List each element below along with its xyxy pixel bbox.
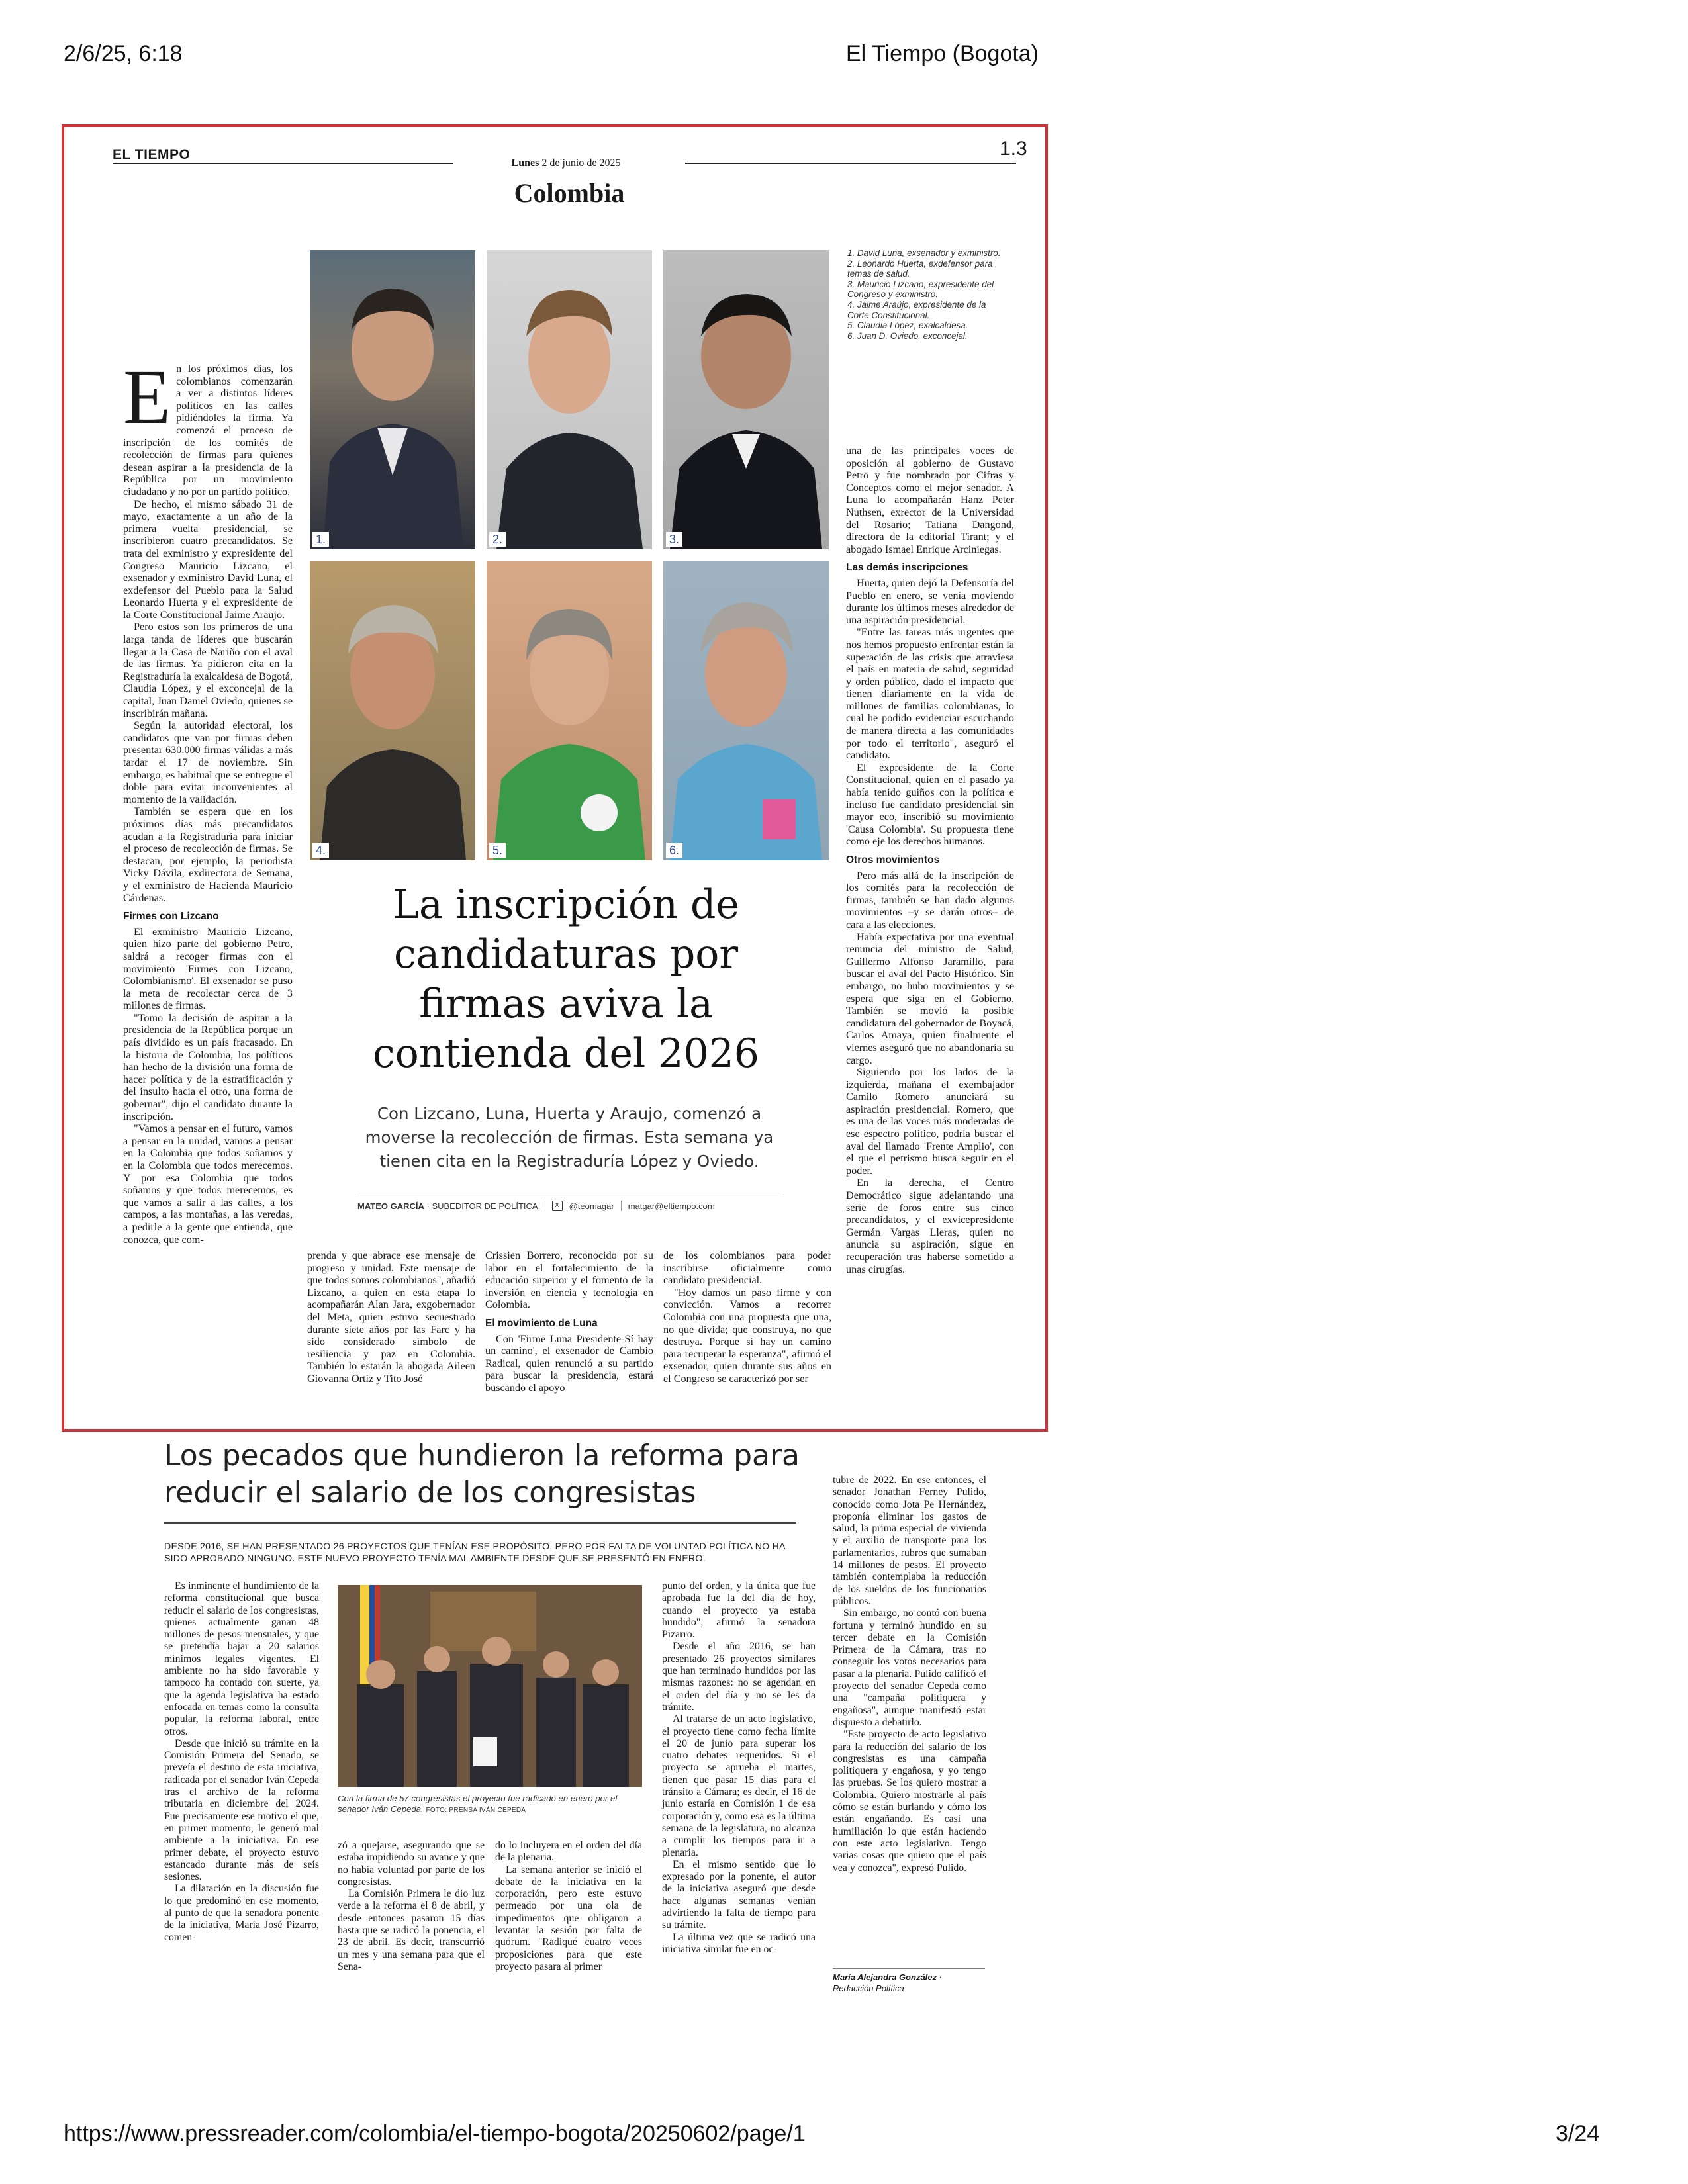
print-page-count: 3/24 bbox=[1556, 2121, 1600, 2146]
photo-label-5: 5. bbox=[489, 843, 506, 858]
subheading-movimiento-luna: El movimiento de Luna bbox=[485, 1317, 598, 1329]
paragraph: punto del orden, y la única que fue aprobada fue la del día de hoy, cuando el proyecto ya estaba hundido", afirmó la senadora Pizarro. bbox=[662, 1580, 816, 1641]
paragraph: una de las principales voces de oposición al gobierno de Gustavo Petro y fue nombrado por Cifras y Conceptos como el mejor senador. A Luna lo acompañarán Hanz Peter Nuthsen, exrector de la Universidad del Rosario; Tatiana Dangond, directora de la editorial Tirant; y el abogado Ismael Enrique Arciniegas. bbox=[846, 445, 1014, 555]
photo-caption-3: 3. Mauricio Lizcano, expresidente del Congreso y exministro. bbox=[847, 279, 994, 300]
paragraph: Pero más allá de la inscripción de los comités para la recolección de firmas, también se han dado algunos movimientos –y se darán otros– de cara a las elecciones. bbox=[846, 869, 1014, 931]
photo-credit: FOTO: PRENSA IVÁN CEPEDA bbox=[426, 1807, 526, 1814]
article2-headline: Los pecados que hundieron la reforma para reducir el salario de los congresistas bbox=[164, 1439, 800, 1510]
paragraph: "Vamos a pensar en el futuro, vamos a pensar en la unidad, vamos a pensar en la Colombia que todos soñamos y en la Colombia que todos merecemos. Y por esa Colombia que todos soñamos y que todos merecemos, es que vamos a salir a las calles, a los campos, a las montañas, a las veredas, a pedirle a la gente que entienda, que conozca, que com- bbox=[123, 1122, 293, 1246]
photo-caption-5: 5. Claudia López, exalcaldesa. bbox=[847, 320, 968, 331]
paragraph: Según la autoridad electoral, los candidatos que van por firmas deben presentar 630.000 firmas válidas a más tardar el 17 de noviembre. Sin embargo, es habitual que se entregue el doble para evitar inconvenientes al momento de la validación. bbox=[123, 719, 293, 805]
article1-byline bbox=[357, 1195, 781, 1211]
photo-david-luna bbox=[310, 250, 475, 549]
group-photo-illustration bbox=[338, 1585, 642, 1787]
print-url[interactable]: https://www.pressreader.com/colombia/el-tiempo-bogota/20250602/page/1 bbox=[64, 2121, 806, 2146]
photo-jaime-araujo bbox=[310, 561, 475, 860]
paragraph: "Tomo la decisión de aspirar a la presidencia de la República porque un país dividido es un país fracasado. En la historia de Colombia, los políticos han hecho de la división una forma de hacer política y de la estratificación y del insulto hacia el otro, una forma de gobernar", dijo el candidato durante la inscripción. bbox=[123, 1011, 293, 1122]
article2-column-4 bbox=[662, 1580, 816, 1956]
signature-name: María Alejandra González · bbox=[833, 1972, 942, 1982]
portrait-illustration bbox=[663, 250, 829, 549]
article2-kicker: DESDE 2016, SE HAN PRESENTADO 26 PROYECTOS QUE TENÍAN ESE PROPÓSITO, PERO POR FALTA DE VOLUNTAD POLÍTICA NO HA SIDO APROBADO NINGUNO. ESTE NUEVO PROYECTO TENÍA MAL AMBIENTE DESDE QUE SE PRESENTÓ EN ENERO. bbox=[164, 1541, 785, 1564]
byline-author: MATEO GARCÍA bbox=[357, 1201, 424, 1211]
portrait-illustration bbox=[310, 561, 475, 860]
section-title: Colombia bbox=[514, 178, 625, 208]
photo-label-2: 2. bbox=[489, 532, 506, 547]
subheading-firmes-con-lizcano: Firmes con Lizcano bbox=[123, 911, 219, 923]
article1-dek: Con Lizcano, Luna, Huerta y Araujo, comenzó a moverse la recolección de firmas. Esta semana ya tienen cita en la Registraduría López y Oviedo. bbox=[365, 1104, 774, 1171]
photo-caption-2: 2. Leonardo Huerta, exdefensor para temas de salud. bbox=[847, 258, 993, 279]
paragraph: También se espera que en los próximos días más precandidatos acudan a la Registraduría para iniciar el proceso de recolección de firmas. Se destacan, por ejemplo, la periodista Vicky Dávila, exdirectora de Semana, y el exministro de Hacienda Mauricio Cárdenas. bbox=[123, 805, 293, 904]
article2-column-1 bbox=[164, 1580, 319, 1944]
photo-label-3: 3. bbox=[666, 532, 682, 547]
byline-role: · SUBEDITOR DE POLÍTICA bbox=[426, 1201, 538, 1211]
portrait-illustration bbox=[487, 561, 652, 860]
paragraph: tubre de 2022. En ese entonces, el senador Jonathan Ferney Pulido, conocido como Jota Pe Hernández, proponía eliminar los gastos de salud, la prima especial de vivienda y el auxilio de transporte para los parlamentarios, rubros que sumaban 14 millones de pesos. El proyecto también contemplaba la reducción de los sueldos de los funcionarios públicos. bbox=[833, 1475, 986, 1607]
byline-divider bbox=[621, 1201, 622, 1211]
date-line: Lunes 2 de junio de 2025 bbox=[511, 158, 621, 169]
paragraph: zó a quejarse, asegurando que se estaba impidiendo su avance y que no había voluntad por parte de los congresistas. bbox=[338, 1840, 485, 1888]
article2-column-5 bbox=[833, 1475, 986, 1874]
paragraph: Desde el año 2016, se han presentado 26 proyectos similares que han terminado hundidos por las mismas razones: no se agendan en el orden del día y no se les da trámite. bbox=[662, 1641, 816, 1713]
byline-handle: @teomagar bbox=[569, 1201, 614, 1211]
paragraph: La Comisión Primera le dio luz verde a la reforma el 8 de abril, y desde entonces pasaron 15 días hasta que se radicó la ponencia, el 23 de abril. Es decir, transcurrió un mes y una semana para que el Sena- bbox=[338, 1888, 485, 1972]
article1-headline: La inscripción de candidaturas por firmas aviva la contienda del 2026 bbox=[373, 882, 759, 1077]
article1-column-2 bbox=[307, 1250, 475, 1385]
paragraph: Crissien Borrero, reconocido por su labor en el fortalecimiento de la educación superior y el fomento de la inversión en ciencia y tecnología en Colombia. bbox=[485, 1250, 653, 1311]
paragraph: de los colombianos para poder inscribirse oficialmente como candidato presidencial. bbox=[663, 1250, 831, 1287]
byline-email[interactable]: matgar@eltiempo.com bbox=[628, 1201, 715, 1211]
portrait-illustration bbox=[310, 250, 475, 549]
paragraph: Había expectativa por una eventual renuncia del ministro de Salud, Guillermo Alfonso Jaramillo, para buscar el aval del Pacto Histórico. Sin embargo, no hubo movimientos y se espera que siga en el Gobierno. También se movió la posible candidatura del gobernador de Boyacá, Carlos Amaya, quien finalmente el viernes aseguró que no abandonaría su cargo. bbox=[846, 931, 1014, 1066]
article2-photo-caption: Con la firma de 57 congresistas el proyecto fue radicado en enero por el senador Iván Cepeda. FOTO: PRENSA IVÁN CEPEDA bbox=[338, 1794, 618, 1814]
paragraph: La dilatación en la discusión fue lo que predominó en ese momento, al punto de que la senadora ponente de la iniciativa, María José Pizarro, comen- bbox=[164, 1883, 319, 1943]
subheading-otros-movimientos: Otros movimientos bbox=[846, 854, 940, 866]
paragraph: Huerta, quien dejó la Defensoría del Pueblo en enero, se venía moviendo durante los últimos meses alrededor de una aspiración presidencial. bbox=[846, 576, 1014, 626]
paragraph: En la derecha, el Centro Democrático sigue adelantando una serie de foros entre sus cinco precandidatos, y el exvicepresidente Germán Vargas Lleras, quien no anuncia su aspiración, sigue en recuperación tras haberse sometido a unas cirugías. bbox=[846, 1177, 1014, 1275]
photo-label-6: 6. bbox=[666, 843, 682, 858]
paragraph: Pero estos son los primeros de una larga tanda de líderes que buscarán llegar a la Casa de Nariño con el aval de las firmas. Ya pidieron cita en la Registraduría la exalcaldesa de Bogotá, Claudia López, y el exconcejal de la capital, Juan Daniel Oviedo, quienes se inscribirán mañana. bbox=[123, 621, 293, 719]
paragraph: El exministro Mauricio Lizcano, quien hizo parte del gobierno Petro, saldrá a recoger firmas con el movimiento 'Firmes con Lizcano, Colombianismo'. El exsenador se puso la meta de recolectar cerca de 3 millones de firmas. bbox=[123, 925, 293, 1012]
article1-column-3 bbox=[485, 1250, 653, 1394]
article1-column-4 bbox=[663, 1250, 831, 1385]
photo-captions-list bbox=[847, 248, 1003, 341]
photo-leonardo-huerta bbox=[487, 250, 652, 549]
signature-role: Redacción Política bbox=[833, 1983, 904, 1993]
paragraph: "Este proyecto de acto legislativo para la reducción del salario de los congresistas es una campaña politiquera y engañosa, y yo tengo las pruebas. Se los quiero mostrar a Colombia. Quiero mostrarle al país cómo se están burlando y cómo los están engañando. Es casi una humillación lo que están haciendo con este acto legislativo. Tengo varias cosas que quiero que el país vea y conozca", expresó Pulido. bbox=[833, 1729, 986, 1874]
paragraph: En el mismo sentido que lo expresado por la ponente, el autor de la iniciativa aseguró que desde hace algunas semanas venían advirtiendo la falta de tiempo para su trámite. bbox=[662, 1858, 816, 1931]
paragraph: "Hoy damos un paso firme y con convicción. Vamos a recorrer Colombia con una propuesta que una, no que divida; que construya, no que destruya. Porque sí hay un camino para recuperar la esperanza", afirmó el exsenador, quien durante sus años en el Congreso se caracterizó por ser bbox=[663, 1286, 831, 1385]
article1-column-5 bbox=[846, 445, 1014, 1275]
page-number: 1.3 bbox=[1000, 138, 1027, 159]
photo-label-4: 4. bbox=[312, 843, 329, 858]
article2-column-2 bbox=[338, 1840, 485, 1973]
paragraph: Sin embargo, no contó con buena fortuna y terminó hundido en su tercer debate en la Comisión Primera de la Cámara, tras no conseguir los votos necesarios para pasar a la plenaria. Pulido calificó el proyecto del senador Cepeda como una "campaña politiquera y engañosa", aunque manifestó estar dispuesto a debatirlo. bbox=[833, 1608, 986, 1728]
paragraph: Desde que inició su trámite en la Comisión Primera del Senado, se preveía el destino de esta iniciativa, radicada por el senador Iván Cepeda tras el archivo de la reforma tributaria en diciembre del 2024. Fue precisamente ese motivo el que, en primer momento, le generó mal ambiente a la iniciativa. En ese primer debate, el proyecto estuvo estancado durante más de seis sesiones. bbox=[164, 1737, 319, 1883]
paragraph: Es inminente el hundimiento de la reforma constitucional que busca reducir el salario de los congresistas, quienes actualmente ganan 48 millones de pesos mensuales, y que se pretendía bajar a 20 salarios mínimos legales vigentes. El ambiente no ha sido favorable y tampoco ha contado con suerte, ya que la agenda legislativa ha estado enfocada en temas como la consulta popular, la reforma laboral, entre otros. bbox=[164, 1580, 319, 1737]
paragraph: El expresidente de la Corte Constitucional, quien en el pasado ya había tenido guiños con la política e incluso fue candidato presidencial sin mayor eco, inscribió su movimiento 'Causa Colombia'. Su propuesta tiene como eje los derechos humanos. bbox=[846, 761, 1014, 848]
photo-caption-1: 1. David Luna, exsenador y exministro. bbox=[847, 248, 1001, 258]
paragraph: La última vez que se radicó una iniciativa similar fue en oc- bbox=[662, 1931, 816, 1955]
paragraph: Al tratarse de un acto legislativo, el proyecto tiene como fecha límite el 20 de junio para superar los cuatro debates requeridos. Si el proyecto se aprueba el martes, tienen que pasar 15 días para el tránsito a Cámara; es decir, el 16 de junio estaría en Comisión 1 de esa corporación y, como esa es la última semana de la legislatura, no alcanza a cumplir los tiempos para ir a plenaria. bbox=[662, 1713, 816, 1858]
paragraph: Siguiendo por los lados de la izquierda, mañana el exembajador Camilo Romero anunciará su aspiración presidencial. Romero, que es una de las voces más moderadas de ese espectro político, podría buscar el aval del llamado 'Frente Amplio', con el que el petrismo busca seguir en el poder. bbox=[846, 1066, 1014, 1177]
paragraph: prenda y que abrace ese mensaje de progreso y unidad. Este mensaje de que todos somos colombianos", añadió Lizcano, a quien en esta etapa lo acompañarán Alan Jara, exgobernador del Meta, quien estuvo secuestrado durante siete años por las Farc y ha sido considerado símbolo de resiliencia y paz en Colombia. También lo estarán la abogada Aileen Giovanna Ortiz y Tito José bbox=[307, 1250, 475, 1385]
article1-column-1 bbox=[123, 353, 293, 1246]
portrait-illustration bbox=[663, 561, 829, 860]
masthead-rule-left bbox=[113, 163, 453, 164]
photo-claudia-lopez bbox=[487, 561, 652, 860]
x-social-icon: X bbox=[552, 1201, 563, 1211]
dropcap: E bbox=[123, 353, 171, 440]
article2-rule bbox=[164, 1522, 796, 1524]
paragraph: De hecho, el mismo sábado 31 de mayo, exactamente a un año de la primera vuelta presidencial, se inscribieron cuatro precandidatos. Se trata del exministro y expresidente del Congreso Mauricio Lizcano, el exsenador y exministro David Luna, el exdefensor del Pueblo para la Salud Leonardo Huerta y el expresidente de la Corte Constitucional Jaime Araujo. bbox=[123, 498, 293, 621]
paragraph: "Entre las tareas más urgentes que nos hemos propuesto enfrentar están la superación de las crisis que atraviesa el país en materia de salud, seguridad y orden público, dado el impacto que tienen diariamente en la vida de millones de familias colombianas, lo cual he podido evidenciar escuchando de manera directa a las comunidades por todo el territorio", aseguró el candidato. bbox=[846, 626, 1014, 762]
article2-signature bbox=[833, 1968, 985, 1994]
photo-mauricio-lizcano bbox=[663, 250, 829, 549]
lead-paragraph: En los próximos días, los colombianos comenzarán a ver a distintos líderes políticos en las calles pidiéndoles la firma. Ya comenzó el proceso de inscripción de los comités de recolección de firmas para quienes desean aspirar a la presidencia de la República por un movimiento ciudadano y no por un partido político. bbox=[123, 353, 293, 498]
article2-column-3 bbox=[495, 1840, 642, 1973]
paragraph: do lo incluyera en el orden del día de la plenaria. bbox=[495, 1840, 642, 1864]
print-title: El Tiempo (Bogota) bbox=[846, 41, 1039, 66]
photo-label-1: 1. bbox=[312, 532, 329, 547]
photo-caption-4: 4. Jaime Araújo, expresidente de la Corte Constitucional. bbox=[847, 299, 986, 320]
article2-photo-congresistas bbox=[338, 1585, 642, 1787]
paragraph: Con 'Firme Luna Presidente-Sí hay un camino', el exsenador de Cambio Radical, quien renunció a su partido para buscar la presidencia, estará buscando el apoyo bbox=[485, 1332, 653, 1394]
subheading-demas-inscripciones: Las demás inscripciones bbox=[846, 562, 968, 574]
print-datetime: 2/6/25, 6:18 bbox=[64, 41, 183, 66]
paragraph: La semana anterior se inició el debate de la iniciativa en la corporación, pero este estuvo permeado por una ola de impedimentos que obligaron a levantar la sesión por falta de quórum. "Radiqué cuatro veces proposiciones para que este proyecto pasara al primer bbox=[495, 1864, 642, 1972]
photo-caption-6: 6. Juan D. Oviedo, exconcejal. bbox=[847, 330, 968, 341]
masthead-rule-right bbox=[685, 163, 1016, 164]
photo-juan-daniel-oviedo bbox=[663, 561, 829, 860]
portrait-illustration bbox=[487, 250, 652, 549]
el-tiempo-logo: EL TIEMPO bbox=[113, 147, 191, 162]
